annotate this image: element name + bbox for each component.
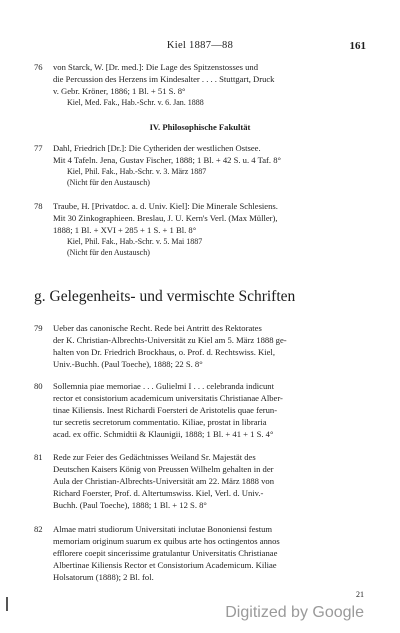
entry-line: tinae Kiliensis. Inest Richardi Foersteri de Aristotelis quae ferun-	[53, 405, 278, 415]
entry-line: v. Gebr. Kröner, 1886; 1 Bl. + 51 S. 8°	[53, 86, 186, 96]
entry-line: efflorere coepit sincerissime gratulantur Universitatis Christianae	[53, 548, 278, 558]
entry-text	[53, 322, 383, 370]
entry-line: der K. Christian-Albrechts-Universität zu Kiel am 5. März 1888 ge-	[53, 335, 287, 345]
entry-text	[53, 142, 383, 188]
section-heading: g. Gelegenheits- und vermischte Schriften	[34, 288, 296, 305]
running-head: Kiel 1887—88	[166, 40, 234, 51]
entry-number: 79	[34, 323, 43, 333]
entry-line: die Percussion des Herzens im Kindesalter . . . . Stuttgart, Druck	[53, 74, 275, 84]
entry-line: tur secretis secretorum commentatio. Kiliae, prostat in libraria	[53, 417, 267, 427]
entry-number: 78	[34, 201, 43, 211]
entry-line: Holsatorum (1888); 2 Bl. fol.	[53, 572, 154, 582]
entry-line: Buchh. (Paul Toeche), 1888; 1 Bl. + 12 S. 8°	[53, 500, 207, 510]
page-edge-mark	[6, 597, 8, 611]
entry-text	[53, 451, 383, 511]
faculty-heading: IV. Philosophische Fakultät	[149, 122, 251, 132]
entry-text	[53, 200, 383, 258]
digitization-stamp: Digitized by Google	[225, 604, 364, 621]
entry-line: memoriam originum suarum ex quibus arte hos octingentos annos	[53, 536, 280, 546]
entry-line: Rede zur Feier des Gedächtnisses Weiland Sr. Majestät des	[53, 452, 256, 462]
entry-text	[53, 523, 383, 583]
entry-note: Kiel, Phil. Fak., Hab.-Schr. v. 5. Mai 1887	[67, 237, 203, 246]
entry-text	[53, 380, 383, 440]
entry-text	[53, 61, 383, 108]
entry-line: Almae matri studiorum Universitati inclutae Bononiensi festum	[53, 524, 273, 534]
entry-line: rector et consistorium academicum universitatis Christianae Alber-	[53, 393, 283, 403]
entry-line: Deutschen Kaisers König von Preussen Wilhelm gehalten in der	[53, 464, 274, 474]
entry-line: Traube, H. [Privatdoc. a. d. Univ. Kiel]: Die Minerale Schlesiens.	[53, 201, 278, 211]
page-header	[0, 40, 400, 54]
entry-line: Aula der Christian-Albrechts-Universität am 22. März 1888 von	[53, 476, 274, 486]
entry-line: Univ.-Buchh. (Paul Toeche), 1888; 22 S. 8°	[53, 359, 203, 369]
entry-number: 81	[34, 452, 43, 462]
entry-line: von Starck, W. [Dr. med.]: Die Lage des Spitzenstosses und	[53, 62, 259, 72]
entry-note: (Nicht für den Austausch)	[67, 248, 150, 257]
entry-note: Kiel, Med. Fak., Hab.-Schr. v. 6. Jan. 1888	[67, 98, 204, 107]
entry-line: 1888; 1 Bl. + XVI + 285 + 1 S. + 1 Bl. 8°	[53, 225, 197, 235]
entry-number: 82	[34, 524, 43, 534]
page-number: 161	[349, 40, 366, 52]
entry-note: Kiel, Phil. Fak., Hab.-Schr. v. 3. März 1887	[67, 167, 207, 176]
entry-number: 80	[34, 381, 43, 391]
entry-line: Mit 30 Zinkographieen. Breslau, J. U. Kern's Verl. (Max Müller),	[53, 213, 278, 223]
signature-mark: 21	[356, 590, 364, 599]
entry-line: Richard Foerster, Prof. d. Altertumswiss. Kiel, Verl. d. Univ.-	[53, 488, 264, 498]
entry-line: halten von Dr. Friedrich Brockhaus, o. Prof. d. Rechtswiss. Kiel,	[53, 347, 275, 357]
entry-note: (Nicht für den Austausch)	[67, 178, 150, 187]
entry-line: acad. ex offic. Schmidtii & Klaunigii, 1888; 1 Bl. + 41 + 1 S. 4°	[53, 429, 274, 439]
entry-line: Ueber das canonische Recht. Rede bei Antritt des Rektorates	[53, 323, 262, 333]
entry-line: Dahl, Friedrich [Dr.]: Die Cytheriden der westlichen Ostsee.	[53, 143, 261, 153]
entry-line: Sollemnia piae memoriae . . . Gulielmi I . . . celebranda indicunt	[53, 381, 274, 391]
entry-line: Mit 4 Tafeln. Jena, Gustav Fischer, 1888; 1 Bl. + 42 S. u. 4 Taf. 8°	[53, 155, 281, 165]
entry-number: 76	[34, 62, 43, 72]
entry-line: Albertinae Kiliensis Rector et Consistorium Academicum. Kiliae	[53, 560, 277, 570]
entry-number: 77	[34, 143, 43, 153]
